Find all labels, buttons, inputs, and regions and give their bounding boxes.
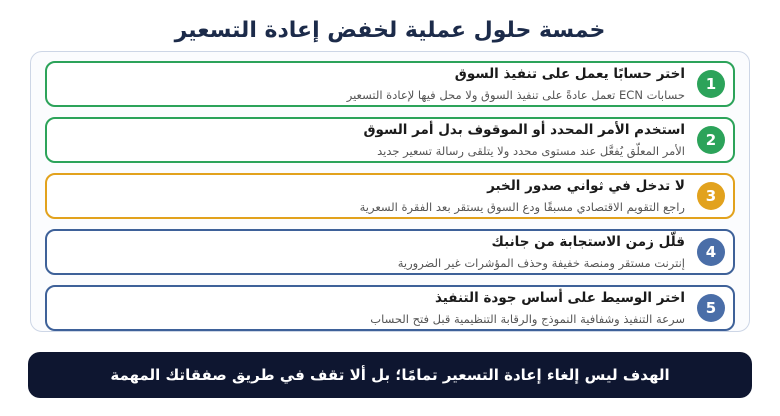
- solution-card-2: [45, 117, 735, 163]
- footer-text: الهدف ليس إلغاء إعادة التسعير تمامًا؛ بل ألا تقف في طريق صفقاتك المهمة: [110, 366, 670, 384]
- solution-title: اختر الوسيط على أساس جودة التنفيذ: [435, 290, 685, 306]
- step-number-badge: 1: [697, 70, 725, 98]
- step-number-badge: 4: [697, 238, 725, 266]
- solution-description: الأمر المعلّق يُفعَّل عند مستوى محدد ولا يتلقى رسالة تسعير جديد: [377, 144, 685, 158]
- page-title: خمسة حلول عملية لخفض إعادة التسعير: [174, 18, 606, 43]
- solution-card-5: [45, 285, 735, 331]
- solution-card-1: [45, 61, 735, 107]
- solution-description: إنترنت مستقر ومنصة خفيفة وحذف المؤشرات غير الضرورية: [397, 256, 685, 270]
- step-number-badge: 2: [697, 126, 725, 154]
- solution-card-4: [45, 229, 735, 275]
- step-number-badge: 3: [697, 182, 725, 210]
- solution-title: اختر حسابًا يعمل على تنفيذ السوق: [454, 66, 685, 82]
- footer-banner: [28, 352, 752, 398]
- solution-description: سرعة التنفيذ وشفافية النموذج والرقابة التنظيمية قبل فتح الحساب: [370, 312, 685, 326]
- solution-title: لا تدخل في ثواني صدور الخبر: [487, 178, 685, 194]
- solution-title: قلّل زمن الاستجابة من جانبك: [491, 234, 685, 250]
- solution-description: حسابات ECN تعمل عادةً على تنفيذ السوق ولا محل فيها لإعادة التسعير: [346, 88, 685, 102]
- solution-card-3: [45, 173, 735, 219]
- solution-description: راجع التقويم الاقتصادي مسبقًا ودع السوق يستقر بعد الفقرة السعرية: [359, 200, 685, 214]
- solution-title: استخدم الأمر المحدد أو الموقوف بدل أمر السوق: [363, 122, 685, 138]
- step-number-badge: 5: [697, 294, 725, 322]
